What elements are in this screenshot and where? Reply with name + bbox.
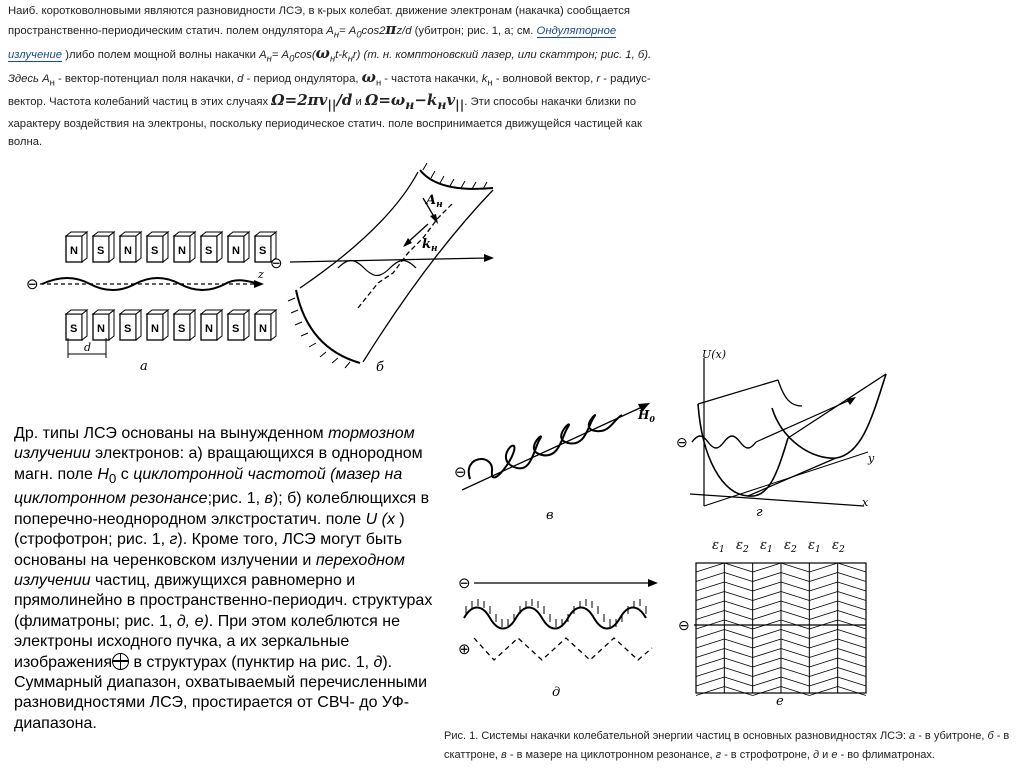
magnet-pole-label: S — [151, 245, 159, 257]
layer-hatch — [809, 573, 837, 582]
figure-e-flimatron-layers — [676, 533, 876, 713]
layer-hatch — [809, 677, 837, 686]
layer-hatch — [724, 601, 752, 610]
electron-beam-arrowhead — [484, 254, 494, 262]
figure-caption: Рис. 1. Системы накачки колебательной энергии частиц в основных разновидностях ЛСЭ: а - в убитроне, б - в скаттроне, в - в мазере на циклотронном резонансе, г - в строфотроне, д и е - во флиматронах. — [444, 730, 1010, 761]
layer-hatch — [696, 687, 724, 696]
layer-hatch — [809, 639, 837, 648]
layer-hatch — [809, 582, 837, 591]
layer-hatch — [838, 630, 866, 639]
magnet-block — [147, 310, 168, 340]
magnet-pole-label: N — [124, 245, 132, 257]
undulator-radiation-link[interactable]: Ондуляторное излучение — [8, 25, 617, 62]
electron-minus: ⊖ — [678, 617, 690, 633]
layer-hatch — [724, 582, 752, 591]
layer-hatch — [753, 658, 781, 667]
layer-hatch — [753, 601, 781, 610]
potential-surface-back — [772, 374, 886, 458]
layer-hatch — [838, 573, 866, 582]
electron-beam — [290, 258, 488, 262]
formula-omega-1: $\Omega=2\pi v_{||}/d$ — [271, 91, 353, 113]
layer-hatch — [838, 639, 866, 648]
layer-hatch — [724, 687, 752, 696]
surface-edge-bottom — [748, 458, 836, 496]
layer-hatch — [838, 563, 866, 572]
z-arrowhead — [254, 280, 264, 288]
magnet-block — [66, 232, 87, 262]
layer-hatch — [696, 668, 724, 677]
layer-hatch — [753, 630, 781, 639]
layer-hatch — [809, 687, 837, 696]
pump-beam-edge-2 — [363, 190, 493, 362]
field-H0-line — [462, 407, 642, 490]
layer-hatch — [838, 601, 866, 610]
layer-hatch — [753, 563, 781, 572]
layer-hatch — [724, 573, 752, 582]
magnet-block — [66, 310, 87, 340]
top-mirror — [420, 170, 493, 189]
image-charge-trajectory — [474, 638, 652, 660]
top-magnet-row — [66, 232, 276, 262]
epsilon-label: $\varepsilon_1$ — [712, 538, 725, 555]
bottom-mirror-hatch — [288, 298, 350, 368]
figure-b-scattron — [268, 158, 508, 380]
layer-hatch — [781, 649, 809, 658]
axis-x — [690, 494, 864, 506]
magnet-block — [201, 310, 222, 340]
electron-trajectory — [42, 278, 260, 290]
magnet-pole-label: N — [97, 323, 105, 335]
layer-hatch — [781, 687, 809, 696]
layer-hatch — [838, 687, 866, 696]
layer-hatch — [696, 677, 724, 686]
surface-valley — [778, 380, 802, 406]
layer-hatch — [781, 601, 809, 610]
bottom-magnet-row — [66, 310, 276, 340]
figure-a-ubitron — [20, 220, 280, 380]
magnet-block — [228, 310, 249, 340]
epsilon-labels — [712, 538, 845, 555]
epsilon-label: $\varepsilon_2$ — [736, 538, 749, 555]
figure-g-strophotron — [672, 348, 902, 520]
layer-hatch — [781, 563, 809, 572]
magnet-pole-label: S — [205, 245, 213, 257]
layer-hatch — [696, 592, 724, 601]
layer-hatch — [838, 668, 866, 677]
figure-a-label: а — [140, 359, 148, 374]
top-mirror-hatch — [423, 163, 487, 189]
figure-g-label: г — [756, 505, 763, 520]
vector-k-label: $k_н$ — [422, 237, 438, 254]
field-H0-label: $H_0$ — [638, 408, 655, 424]
layer-hatch — [724, 592, 752, 601]
trajectory-direction — [756, 400, 850, 442]
axis-x-label: x — [862, 496, 869, 509]
layer-hatch — [724, 677, 752, 686]
figure-v-label: в — [546, 508, 554, 523]
electron-beam-arrowhead — [648, 579, 658, 587]
layer-hatch — [781, 592, 809, 601]
magnet-pole-label: S — [259, 245, 267, 257]
electron-minus: ⊖ — [270, 255, 283, 272]
epsilon-label: $\varepsilon_2$ — [832, 538, 845, 555]
magnet-block — [93, 232, 114, 262]
layer-hatch — [781, 658, 809, 667]
layer-hatch — [696, 630, 724, 639]
layer-hatch — [809, 563, 837, 572]
layer-hatch — [753, 611, 781, 620]
dielectric-layers — [696, 563, 866, 696]
layer-hatch — [838, 658, 866, 667]
vector-A-label: $A_н$ — [426, 193, 443, 210]
magnet-block — [174, 310, 195, 340]
intro-paragraph: Наиб. коротковолновыми являются разновидности ЛСЭ, в к-рых колебат. движение электронам (накачка) сообщается пространственно-периодическим статич. полем ондулятора $A_н= A_0\cos 2\pi z/d$ (убитрон; рис. 1, а; см. Ондуляторное излучение )либо полем мощной волны накачки $A_н= A_0\cos(\omega_нt-k_нr)$ (т. н. комптоновский лазер, или скаттрон; рис. 1, б). Здесь $A_н$ - вектор-потенциал поля накачки, d - период ондулятора, $\omega_н$ - частота накачки, $k_н$ - волновой вектор, r - радиус-вектор. Частота колебаний частиц в этих случаях $\Omega=2\pi v_{||}/d$ и $\Omega=\omega_н-k_нv_{||}$. Эти способы накачки близки по характеру воздействия на электроны, поскольку периодическое статич. поле воспринимается движущейся частицей как волна. — [8, 5, 652, 149]
layer-hatch — [753, 649, 781, 658]
magnet-pole-label: N — [151, 323, 159, 335]
layer-hatch — [753, 573, 781, 582]
magnet-block — [174, 232, 195, 262]
magnet-pole-label: S — [70, 323, 78, 335]
layer-hatch — [781, 630, 809, 639]
layer-hatch — [724, 639, 752, 648]
layer-hatch — [696, 658, 724, 667]
magnet-block — [120, 232, 141, 262]
layer-hatch — [753, 592, 781, 601]
layer-hatch — [696, 582, 724, 591]
layer-hatch — [838, 582, 866, 591]
magnet-pole-label: N — [70, 245, 78, 257]
layer-hatch — [696, 611, 724, 620]
helical-trajectory — [469, 415, 622, 479]
figure-b-label: б — [376, 360, 384, 375]
scattered-wave — [338, 261, 416, 276]
epsilon-label: $\varepsilon_1$ — [760, 538, 773, 555]
layer-hatch — [696, 601, 724, 610]
layer-hatch — [753, 677, 781, 686]
figure-d-flimatron — [456, 570, 678, 700]
layer-hatch — [696, 573, 724, 582]
layer-hatch — [724, 668, 752, 677]
layer-hatch — [724, 611, 752, 620]
magnet-pole-label: N — [232, 245, 240, 257]
layer-hatch — [724, 658, 752, 667]
epsilon-label: $\varepsilon_2$ — [784, 538, 797, 555]
layer-hatch — [724, 563, 752, 572]
image-charge-plus: ⊕ — [458, 641, 471, 658]
pump-wave-dashed — [358, 203, 453, 308]
formula-omega-2: $\Omega=\omega_н-k_нv_{||}$ — [365, 91, 465, 113]
magnet-pole-label: N — [259, 323, 267, 335]
layer-hatch — [809, 668, 837, 677]
magnet-pole-label: S — [124, 323, 132, 335]
layer-hatch — [809, 649, 837, 658]
axis-y-label: y — [868, 452, 875, 465]
figure-v-cyclotron-maser — [452, 395, 672, 523]
surface-edge-top — [698, 380, 778, 404]
trajectory-arrowhead — [846, 397, 856, 405]
bottom-mirror — [296, 290, 360, 363]
electron-minus: ⊖ — [676, 434, 688, 450]
layer-hatch — [838, 611, 866, 620]
magnet-pole-label: S — [178, 323, 186, 335]
layer-hatch — [781, 668, 809, 677]
layer-hatch — [696, 649, 724, 658]
layer-hatch — [838, 649, 866, 658]
axis-z-label: z — [258, 268, 264, 281]
axis-U-label: U(x) — [702, 348, 727, 361]
layer-hatch — [781, 582, 809, 591]
magnet-block — [120, 310, 141, 340]
figure-e-label: е — [776, 694, 784, 709]
layer-hatch — [781, 573, 809, 582]
layer-hatch — [809, 658, 837, 667]
magnet-block — [147, 232, 168, 262]
magnet-block — [201, 232, 222, 262]
layer-hatch — [696, 563, 724, 572]
electron-minus: ⊖ — [26, 276, 39, 293]
period-d-label: d — [84, 341, 92, 354]
pump-beam-edge-1 — [300, 172, 418, 288]
layer-hatch — [809, 601, 837, 610]
layer-hatch — [753, 582, 781, 591]
layer-hatch — [781, 677, 809, 686]
layer-hatch — [753, 639, 781, 648]
magnet-block — [228, 232, 249, 262]
oscillating-trajectory — [692, 436, 756, 448]
epsilon-label: $\varepsilon_1$ — [808, 538, 821, 555]
other-types-paragraph: Др. типы ЛСЭ основаны на вынужденном тормозном излучении электронов: а) вращающихся в однородном магн. поле $H_0$ с циклотронной частотой (мазер на циклотронном резонансе;рис. 1, в); б) колеблющихся в поперечно-неоднородном элкстростатич. поле U (x )(строфотрон; рис. 1, г). Кроме того, ЛСЭ могут быть основаны на черенковском излучении и переходном излучении частиц, движущихся равномерно и прямолинейно в пространственно-периодич. структурах (флиматроны; рис. 1, д, е). При этом колеблются не электроны исходного пучка, а их зеркальные изображения в структурах (пунктир на рис. 1, д). Суммарный диапазон, охватываемый перечисленными разновидностями ЛСЭ, простирается от СВЧ- до УФ-диапазона. — [14, 425, 433, 732]
layer-hatch — [781, 639, 809, 648]
electron-minus: ⊖ — [458, 575, 471, 592]
layer-hatch — [724, 649, 752, 658]
layer-hatch — [696, 639, 724, 648]
layer-hatch — [838, 592, 866, 601]
magnet-pole-label: S — [232, 323, 240, 335]
layer-hatch — [781, 611, 809, 620]
magnet-block — [93, 310, 114, 340]
layer-hatch — [809, 611, 837, 620]
magnet-pole-label: N — [178, 245, 186, 257]
layer-hatch — [838, 677, 866, 686]
magnet-pole-label: N — [205, 323, 213, 335]
layer-hatch — [724, 630, 752, 639]
layer-hatch — [809, 592, 837, 601]
periodic-structure-surface — [464, 608, 646, 629]
circled-plus-icon — [112, 653, 129, 670]
magnet-pole-label: S — [97, 245, 105, 257]
layer-hatch — [753, 668, 781, 677]
figure-d-label: д — [552, 685, 561, 700]
layer-hatch — [809, 630, 837, 639]
electron-minus: ⊖ — [454, 464, 467, 481]
